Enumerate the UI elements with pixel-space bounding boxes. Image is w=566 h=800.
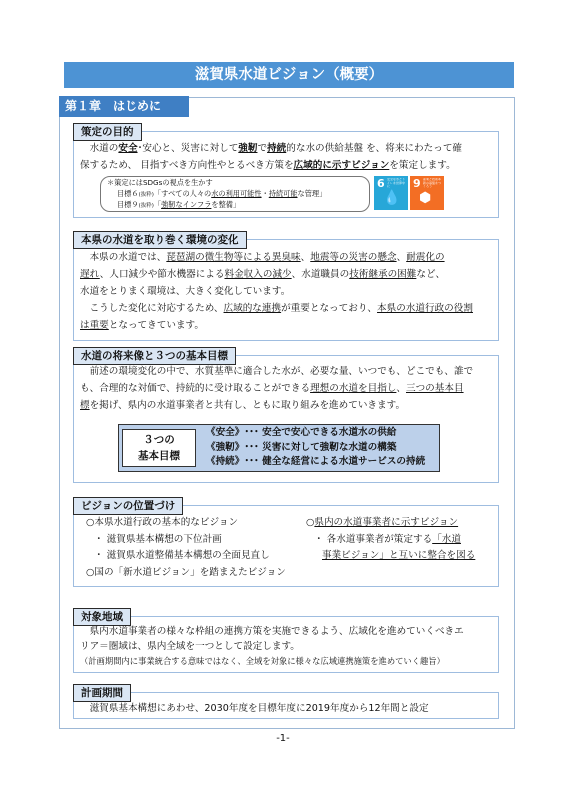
goal-item: 《安全》･･･ 安全で安心できる水道水の供給 — [206, 427, 397, 438]
purpose-header: 策定の目的 — [73, 123, 142, 141]
goal-item: 《持続》･･･ 健全な経営による水道サービスの持続 — [206, 456, 426, 467]
goals-label: ３つの 基本目標 — [122, 429, 196, 467]
page-title: 滋賀県水道ビジョン（概要） — [64, 62, 514, 88]
area-header: 対象地域 — [73, 608, 131, 626]
water-drop-icon: 💧 — [383, 190, 401, 206]
period-text: 滋賀県基本構想にあわせ、2030年度を目標年度に2019年度から12年間と設定 — [80, 703, 429, 714]
area-text: 県内水道事業者の様々な枠組の連携方策を実施できるよう、広域化を進めていくべきエ リア＝圏域は、県内全域を一つとして設定します。 （計画期間内に事業統合する意味ではなく、全域を対象に様々な広域連携施策を進めていく趣旨） — [80, 626, 464, 666]
position-left: ○本県水道行政の基本的なビジョン ・ 滋賀県基本構想の下位計画 ・ 滋賀県水道整備基本構想の全面見直し ○国の「新水道ビジョン」を踏まえたビジョン — [86, 517, 286, 578]
future-text: 前述の環境変化の中で、水質基準に適合した水が、必要な量、いつでも、どこでも、誰で も、合理的な対価で、持続的に受け取ることができる理想の水道を目指し、三つの基本目 標を掲げ、県内の水道事業者と共有し、ともに取り組みを進めていきます。 — [80, 366, 474, 411]
sdg-note: ＊策定にはSDGsの視点を生かす 目標６(抜粋)「すべての人々の水の利用可能性・持続可能な管理」 目標９(抜粋)「強靭なインフラを整備」 — [107, 178, 327, 209]
sdg-6-badge: 6 💧 安全な水とトイレを世界中に — [374, 176, 408, 210]
position-header: ビジョンの位置づけ — [73, 497, 183, 515]
chapter-heading: 第１章 はじめに — [59, 96, 189, 117]
goal-item: 《強靭》･･･ 災害に対して強靭な水道の構築 — [206, 441, 397, 453]
future-header: 水道の将来像と３つの基本目標 — [73, 347, 236, 365]
purpose-line-2: 保するため、 目指すべき方向性やとるべき方策を広域的に示すビジョンを策定します。 — [80, 160, 456, 171]
position-right: ○県内の水道事業者に示すビジョン ・ 各水道事業者が策定する「水道 事業ビジョン」と互いに整合を図る — [306, 517, 476, 561]
purpose-line-1: 水道の安全･安心と、災害に対して強靭で持続的な水の供給基盤 を、将来にわたって確 — [80, 143, 463, 154]
goals-list — [206, 426, 425, 470]
sdg-9-badge: 9 ⬢ 産業と技術革新の基盤をつくろう — [410, 176, 444, 210]
env-text: 本県の水道では、琵琶湖の微生物等による異臭味、地震等の災害の懸念、耐震化の 遅れ、人口減少や節水機器による料金収入の減少、水道職員の技術継承の困難など、 水道をとりまく環境は、大きく変化しています。 こうした変化に対応するため、広域的な連携が重要となっており、本県の水道行政の役割 は重要となってきています。 — [80, 252, 473, 331]
page-number: -1- — [276, 733, 290, 744]
env-header: 本県の水道を取り巻く環境の変化 — [73, 231, 247, 249]
cubes-icon: ⬢ — [419, 190, 432, 206]
period-header: 計画期間 — [73, 684, 131, 702]
